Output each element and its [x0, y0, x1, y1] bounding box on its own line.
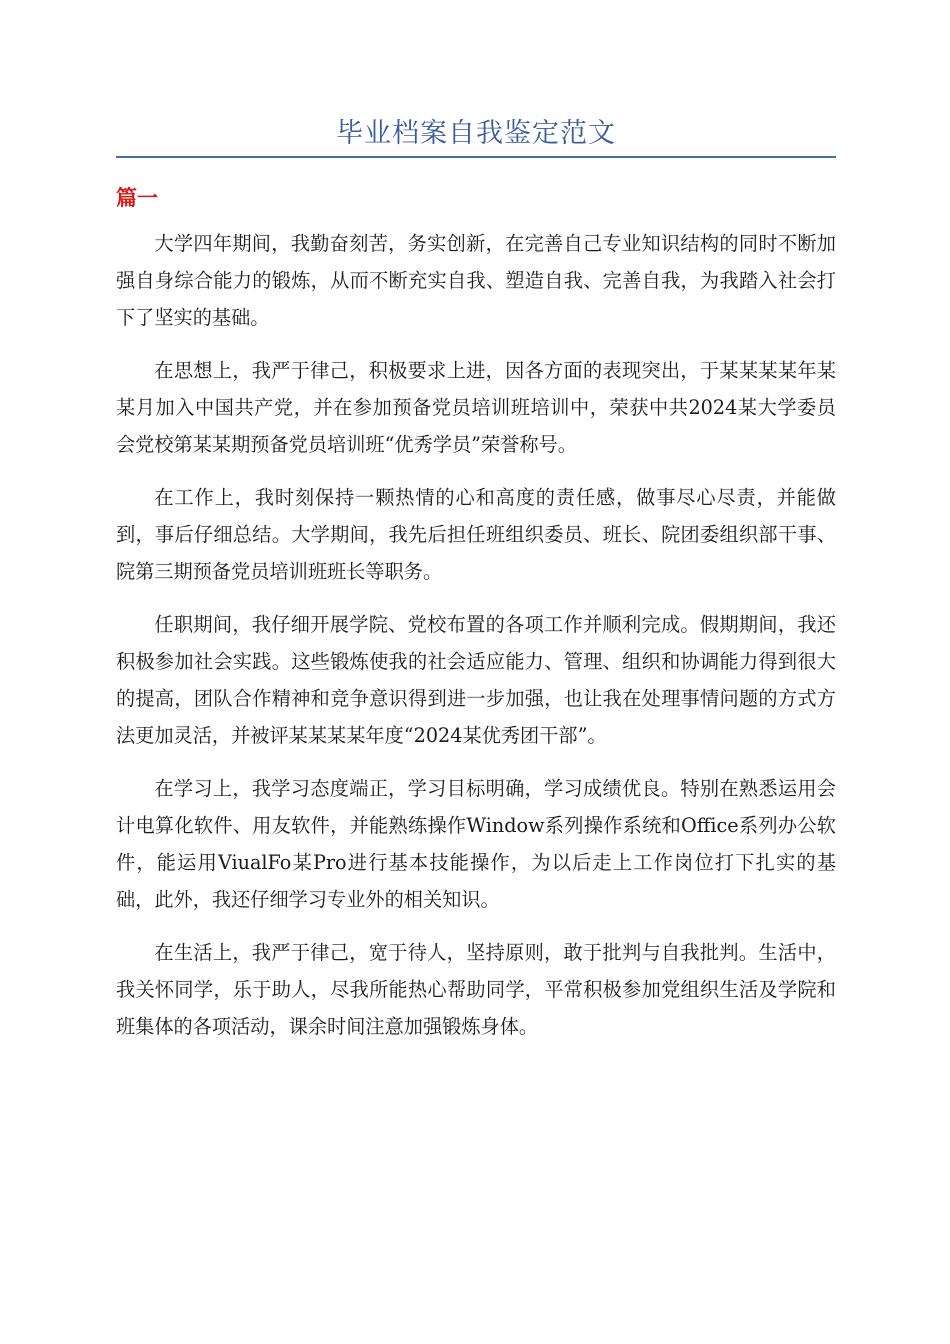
title-underline — [116, 156, 836, 158]
paragraph-2: 在思想上，我严于律己，积极要求上进，因各方面的表现突出，于某某某某年某某月加入中国共产党，并在参加预备党员培训班培训中，荣获中共2024某大学委员会党校第某某期预备党员培训班“优秀学员”荣誉称号。 — [116, 359, 836, 456]
document-title: 毕业档案自我鉴定范文 — [336, 118, 616, 149]
paragraph-4: 任职期间，我仔细开展学院、党校布置的各项工作并顺利完成。假期期间，我还积极参加社会实践。这些锻炼使我的社会适应能力、管理、组织和协调能力得到很大的提高，团队合作精神和竞争意识得到进一步加强，也让我在处理事情问题的方式方法更加灵活，并被评某某某某年度“2024某优秀团干部”。 — [116, 613, 836, 747]
paragraph-6: 在生活上，我严于律己，宽于待人，坚持原则，敢于批判与自我批判。生活中，我关怀同学，乐于助人，尽我所能热心帮助同学，平常积极参加党组织生活及学院和班集体的各项活动，课余时间注意加强锻炼身体。 — [116, 941, 836, 1038]
paragraph-3: 在工作上，我时刻保持一颗热情的心和高度的责任感，做事尽心尽责，并能做到，事后仔细总结。大学期间，我先后担任班组织委员、班长、院团委组织部干事、院第三期预备党员培训班班长等职务。 — [116, 486, 836, 583]
paragraph-1: 大学四年期间，我勤奋刻苦，务实创新，在完善自己专业知识结构的同时不断加强自身综合能力的锻炼，从而不断充实自我、塑造自我、完善自我，为我踏入社会打下了坚实的基础。 — [116, 232, 836, 329]
paragraph-5: 在学习上，我学习态度端正，学习目标明确，学习成绩优良。特别在熟悉运用会计电算化软件、用友软件，并能熟练操作Window系列操作系统和Office系列办公软件，能运用ViualFo某Pro进行基本技能操作，为以后走上工作岗位打下扎实的基础，此外，我还仔细学习专业外的相关知识。 — [116, 777, 836, 911]
section-heading: 篇一 — [116, 185, 158, 210]
document-page — [116, 112, 836, 1045]
